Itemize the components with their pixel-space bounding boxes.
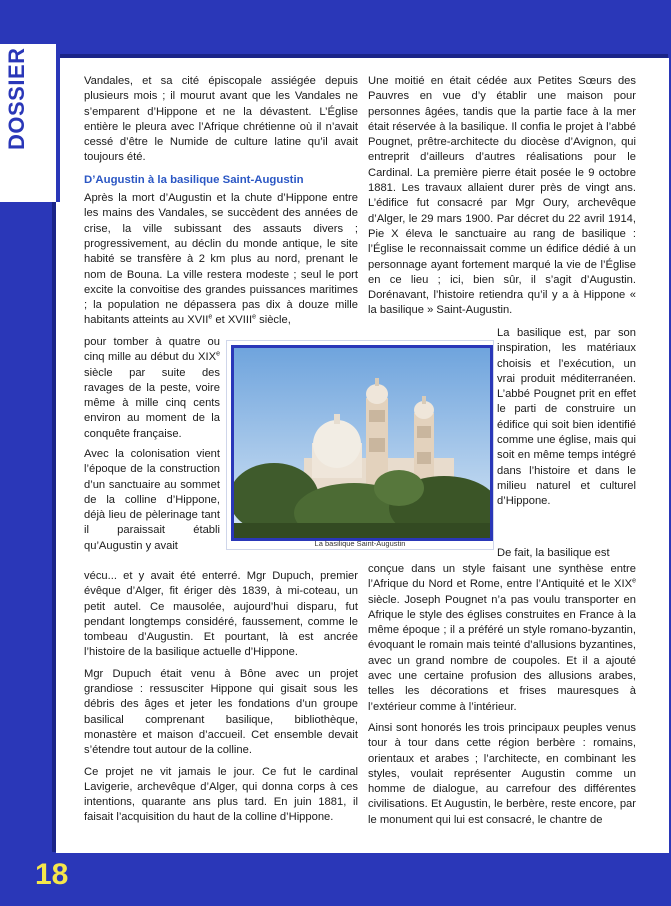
left-column-bottom xyxy=(84,569,358,832)
section-tab xyxy=(0,0,60,202)
left-narrow-block-2 xyxy=(84,447,220,554)
paragraph-text: Avec la colonisation vient l’époque de la construction d’un sanctuaire au sommet de la colline d’Hippone, déjà lieu de pèlerinage tant il paraissait établi qu’Augustin y avait xyxy=(84,448,220,552)
left-column-top xyxy=(84,74,358,335)
paragraph-text: siècle par suite des ravages de la peste, voire même à mille cinq cents environ au moment de la conquête française. xyxy=(84,366,220,440)
paragraph: vécu... et y avait été enterré. Mgr Dupuch, premier évêque d’Alger, fit ériger dès 1839, à mi-coteau, un petit autel. Ce mausolée, aujourd’hui disparu, fut pendant longtemps considéré, faussement, comme le tombeau d’Augustin. Et pourtant, là est ancrée l’histoire de la basilique actuelle d’Hippone. xyxy=(84,570,358,659)
photo-caption: La basilique Saint-Augustin xyxy=(314,539,406,548)
paragraph-text: siècle. Joseph Pougnet n’a pas voulu transporter en Afrique le style des églises construites en France à la même époque ; il a préféré un style romano-byzantin, évoquant le romain mais teinté d’allusions byzantines, avec un grand nombre de coupoles. Et il a ajouté avec une certaine profusion des allusions arabes, telles les décorations et frises mauresques à l’extérieur comme à l’intérieur. xyxy=(368,593,636,713)
paragraph: Mgr Dupuch était venu à Bône avec un projet grandiose : ressusciter Hippone qui gisait sous les débris des âges et jeter les fondations d’un groupe basilical comprenant basilique, bibliothèque, monastère et maison d’accueil. Cet ensemble devait s’étendre tout autour de la colline. xyxy=(84,667,358,757)
paragraph xyxy=(84,191,358,329)
left-narrow-block-1 xyxy=(84,335,220,442)
superscript: e xyxy=(632,577,636,585)
superscript: e xyxy=(216,350,220,358)
section-label: DOSSIER xyxy=(4,47,29,150)
paragraph: Vandales, et sa cité épiscopale assiégée depuis plusieurs mois ; il mourut avant que les Vandales ne s’emparent d’Hippone et ne la dévastent. L’Église entière le pleura avec l’Afrique chrétienne où il n’avait cessé d’être le Numide de culture latine qu’il avait toujours été. xyxy=(84,75,358,164)
paragraph-text: et XVIII xyxy=(212,314,253,327)
right-narrow-line xyxy=(497,546,636,561)
basilica-photo xyxy=(231,345,493,541)
paragraph: Ainsi sont honorés les trois principaux peuples venus tour à tour dans cette région berbère : romains, orientaux et arabes ; l’architecte, en combinant les styles, voulait représenter Augustin comme un homme de dialogue, au carrefour des différentes civilisations. Et Augustin, le berbère, reste encore, par le monument qui lui est consacré, le chantre de xyxy=(368,721,636,826)
right-column-bottom xyxy=(368,562,636,834)
basilica-illustration xyxy=(234,348,490,538)
section-heading: D’Augustin à la basilique Saint-Augustin xyxy=(84,173,304,186)
paragraph-text: conçue dans un style faisant une synthèse entre l’Afrique du Nord et Rome, entre l’Antiquité et le XIX xyxy=(368,563,636,591)
section-tab-header xyxy=(0,0,56,44)
paragraph-text: La basilique est, par son inspiration, les matériaux choisis et l’exécution, un vrai produit méditerranéen. L’abbé Pougnet prit en effet le parti de construire un édifice qui soit bien identifié comme une église, mais qui soit en même temps intégré dans l’histoire et dans le milieu naturel et culturel d’Hippone. xyxy=(497,327,636,508)
paragraph-text: siècle, xyxy=(256,314,291,327)
right-narrow-block xyxy=(497,326,636,510)
paragraph-text: De fait, la basilique est xyxy=(497,547,610,559)
paragraph: Une moitié en était cédée aux Petites Sœurs des Pauvres en vue d’y établir une maison pour personnes âgées, tandis que la partie face à la mer était réservée à la basilique. Il confia le projet à l’abbé Pougnet, prêtre-architecte du diocèse d’Avignon, qui entreprit d’ailleurs d’autres réalisations pour le Cardinal. La première pierre était posée le 9 octobre 1881. Les travaux allaient durer près de vingt ans. L’édifice fut consacré par Mgr Oury, archevêque d’Alger, le 29 mars 1900. Par décret du 22 avril 1914, Pie X éleva le sanctuaire au rang de basilique : l’Église le reconnaissait comme un édifice dédié à un personnage ayant fortement marqué la vie de l’Église en ce lieu ; ici, bien sûr, il s’agit d’Augustin. Dorénavant, l’histoire retiendra qu’il y a à Hippone « la basilique » Saint-Augustin. xyxy=(368,75,636,317)
superscript: e xyxy=(208,313,213,321)
right-column-top xyxy=(368,74,636,325)
photo-figure xyxy=(226,340,494,550)
superscript: e xyxy=(252,313,256,321)
paragraph-text: pour tomber à quatre ou cinq mille au début du XIX xyxy=(84,336,220,364)
paragraph xyxy=(368,562,636,715)
paragraph: Ce projet ne vit jamais le jour. Ce fut le cardinal Lavigerie, archevêque d’Alger, qui donna corps à ces intentions, quarante ans plus tard. En juin 1881, il faisait l’acquisition du haut de la colline d’Hippone. xyxy=(84,765,358,824)
paragraph-text: Après la mort d’Augustin et la chute d’Hippone entre les mains des Vandales, se succèdent des années de crise, la ville subissant des assauts divers ; progressivement, au déclin du monde antique, le site habité se transfère à 2 km plus au nord, prenant le nom de Bouna. La ville restera modeste ; seul le port excite la convoitise des grandes puissances maritimes ; la population ne dépassera pas dix à douze mille habitants atteints au XVII xyxy=(84,192,358,327)
page-number: 18 xyxy=(35,858,69,891)
